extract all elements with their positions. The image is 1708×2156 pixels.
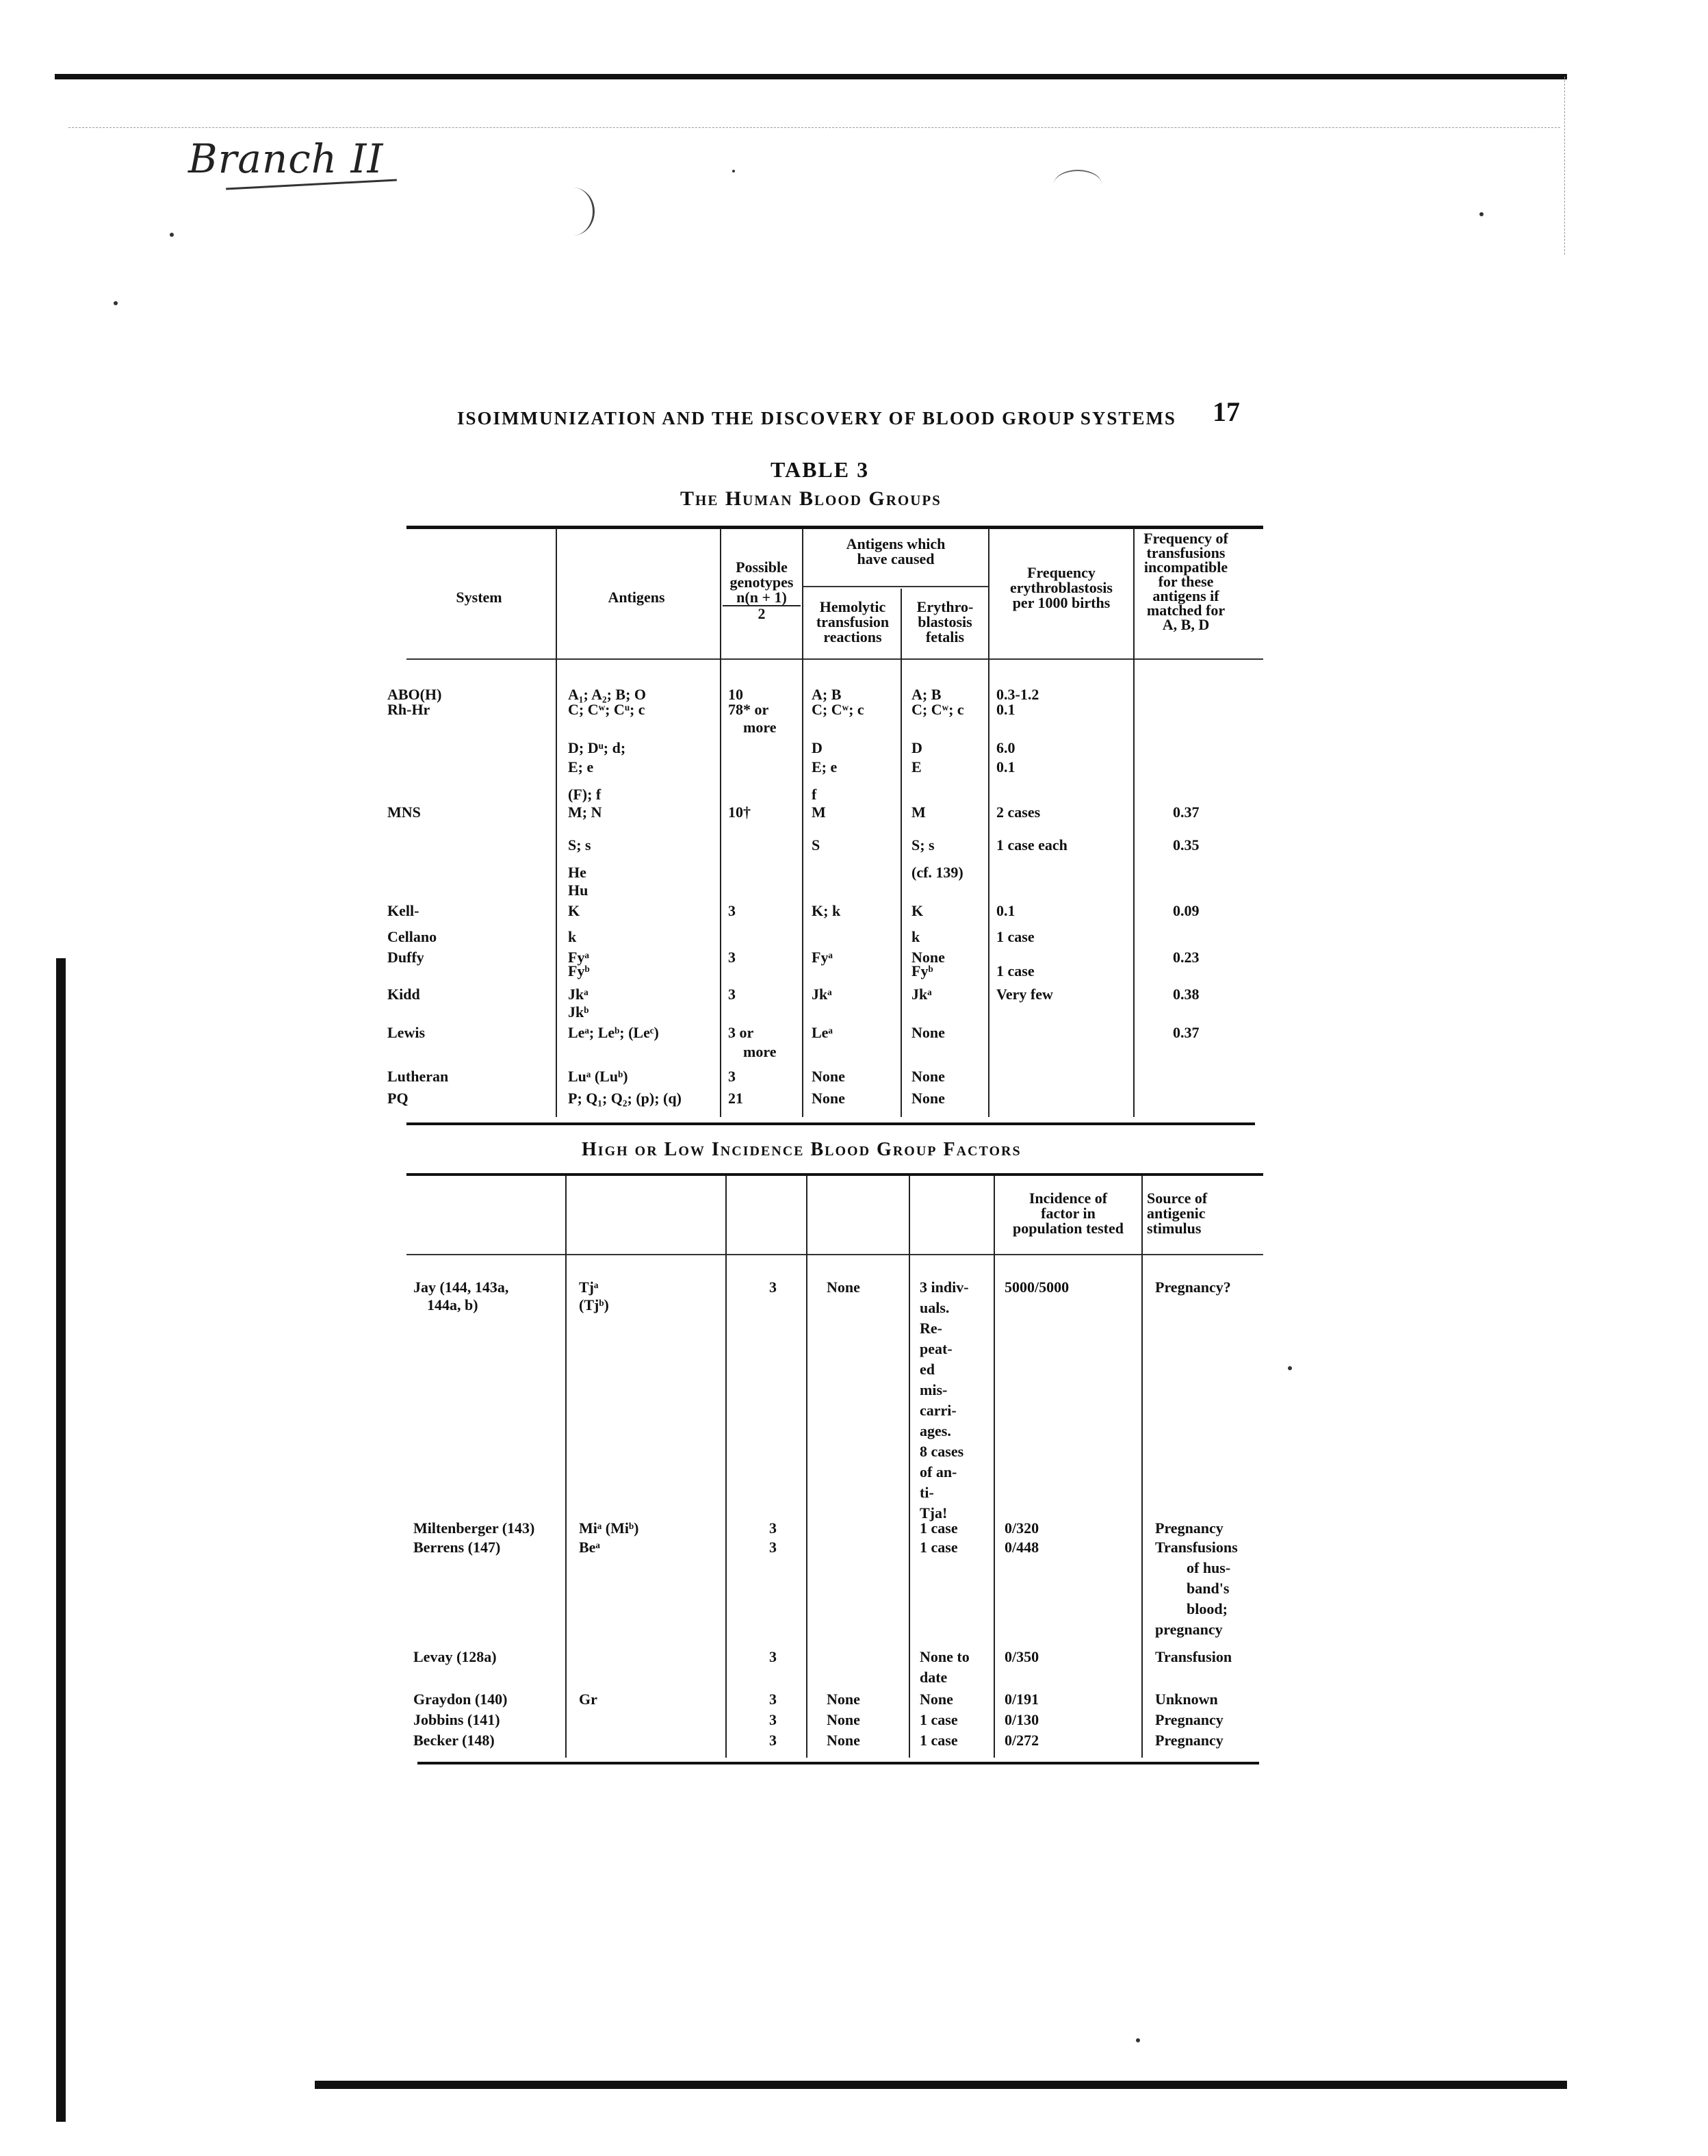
factor-genotypes: 3 [769, 1691, 777, 1708]
factor-system: Jobbins (141) [413, 1711, 500, 1728]
cell-genotypes: more [743, 1043, 777, 1060]
cell-antigens: Jkᵇ [568, 1003, 589, 1021]
cell-erythro: k [911, 928, 920, 945]
cell-erythro: None [911, 1068, 945, 1085]
cell-freq: 0.1 [996, 758, 1015, 775]
factor-incidence: 0/130 [1005, 1711, 1039, 1728]
cell-erythro: D [911, 739, 922, 756]
factor-system: 144a, b) [427, 1296, 478, 1313]
factor-hemolytic: None [827, 1732, 860, 1749]
cell-trans: 0.23 [1173, 949, 1200, 966]
header-frequency: Frequency erythroblastosis per 1000 births [1010, 564, 1113, 611]
header-source: Source of antigenic stimulus [1147, 1190, 1208, 1237]
cell-antigens: D; Dᵘ; d; [568, 739, 626, 756]
factor-erythro: ages. [920, 1422, 951, 1439]
cell-hemolytic: A; B [812, 686, 842, 703]
factor-erythro: date [920, 1669, 948, 1686]
speck [732, 170, 735, 172]
cell-system: Rh-Hr [387, 701, 430, 718]
running-head: ISOIMMUNIZATION AND THE DISCOVERY OF BLOOD GROUP SYSTEMS [457, 408, 1176, 428]
header-caused: Antigens which have caused [846, 535, 946, 567]
factor-genotypes: 3 [769, 1279, 777, 1296]
cell-system: Kell- [387, 902, 419, 919]
header-hemolytic: Hemolytic transfusion reactions [816, 598, 890, 645]
cell-antigens: Hu [568, 882, 588, 899]
cell-antigens: E; e [568, 758, 594, 775]
factor-genotypes: 3 [769, 1732, 777, 1749]
sub-table-bottom-rule [417, 1762, 1259, 1764]
factor-incidence: 5000/5000 [1005, 1279, 1070, 1296]
cell-trans: 0.09 [1173, 902, 1200, 919]
factor-erythro: None [920, 1691, 953, 1708]
table-label: TABLE 3 [771, 457, 870, 482]
cell-freq: 0.3-1.2 [996, 686, 1039, 703]
table-bottom-rule [406, 1122, 1255, 1125]
cell-antigens: Fyᵇ [568, 962, 590, 979]
cell-freq: 6.0 [996, 739, 1015, 756]
cell-antigens: He [568, 864, 586, 881]
factor-source: Unknown [1155, 1691, 1218, 1708]
cell-hemolytic: C; Cʷ; c [812, 701, 864, 718]
cell-freq: 0.1 [996, 701, 1015, 718]
factor-genotypes: 3 [769, 1648, 777, 1665]
cell-freq: 1 case [996, 928, 1035, 945]
factor-antigens: (Tjᵇ) [579, 1296, 609, 1313]
cell-erythro: K [911, 902, 924, 919]
cell-erythro: Fyᵇ [911, 962, 933, 979]
sub-table-header-rule [406, 1254, 1263, 1255]
factor-source: Pregnancy? [1155, 1279, 1231, 1296]
factor-genotypes: 3 [769, 1519, 777, 1537]
factor-source: pregnancy [1155, 1621, 1223, 1638]
col-divider-3 [802, 528, 803, 1117]
page-number: 17 [1213, 396, 1240, 427]
factor-incidence: 0/272 [1005, 1732, 1039, 1749]
cell-antigens: Leᵃ; Leᵇ; (Leᶜ) [568, 1024, 659, 1041]
factor-erythro: 1 case [920, 1519, 958, 1537]
caused-underline [802, 586, 988, 587]
factor-source: band's [1187, 1580, 1230, 1597]
factor-erythro: mis- [920, 1381, 948, 1398]
factor-system: Berrens (147) [413, 1539, 501, 1556]
cell-freq: 2 cases [996, 804, 1041, 821]
cell-trans: 0.35 [1173, 836, 1200, 854]
factor-erythro: ed [920, 1361, 935, 1378]
cell-genotypes: more [743, 719, 777, 736]
factor-antigens: Beᵃ [579, 1539, 600, 1556]
cell-antigens: (F); f [568, 786, 601, 803]
sub-col-divider-6 [1141, 1176, 1143, 1758]
scan-dash-line [68, 127, 1560, 128]
cell-system: Duffy [387, 949, 424, 966]
factor-incidence: 0/350 [1005, 1648, 1039, 1665]
factor-erythro: 1 case [920, 1539, 958, 1556]
factor-system: Graydon (140) [413, 1691, 508, 1708]
factor-antigens: Gr [579, 1691, 597, 1708]
cell-system: Lewis [387, 1024, 425, 1041]
cell-system: ABO(H) [387, 686, 442, 703]
factor-source: Transfusion [1155, 1648, 1232, 1665]
factor-source: of hus- [1187, 1559, 1231, 1576]
factor-source: blood; [1187, 1600, 1228, 1617]
speck [1479, 212, 1484, 216]
cell-genotypes: 10 [728, 686, 743, 703]
cell-freq: 0.1 [996, 902, 1015, 919]
factor-antigens: Tjᵃ [579, 1279, 599, 1296]
factor-system: Jay (144, 143a, [413, 1279, 509, 1296]
cell-freq: 1 case [996, 962, 1035, 979]
col-divider-5 [988, 528, 989, 1117]
sub-col-divider-5 [994, 1176, 995, 1758]
header-genotypes: Possible genotypes n(n + 1) 2 [723, 560, 801, 621]
table-title: The Human Blood Groups [680, 487, 942, 510]
cell-antigens: k [568, 928, 577, 945]
cell-erythro: None [911, 1090, 945, 1107]
cell-hemolytic: Leᵃ [812, 1024, 833, 1041]
cell-trans: 0.37 [1173, 1024, 1200, 1041]
margin-note: Branch II [188, 136, 384, 182]
cell-genotypes: 21 [728, 1090, 743, 1107]
cell-antigens: K [568, 902, 580, 919]
factor-erythro: of an- [920, 1463, 957, 1480]
cell-erythro: None [911, 949, 945, 966]
cell-hemolytic: None [812, 1090, 845, 1107]
col-divider-4 [901, 589, 902, 1117]
sub-col-divider-1 [565, 1176, 567, 1758]
factor-source: Pregnancy [1155, 1519, 1224, 1537]
sub-table-top-rule [406, 1173, 1263, 1176]
factor-hemolytic: None [827, 1279, 860, 1296]
factor-genotypes: 3 [769, 1539, 777, 1556]
cell-genotypes: 3 or [728, 1024, 754, 1041]
cell-genotypes: 3 [728, 902, 736, 919]
factor-erythro: ti- [920, 1484, 934, 1501]
factor-erythro: 8 cases [920, 1443, 964, 1460]
factor-erythro: Re- [920, 1320, 942, 1337]
factor-erythro: None to [920, 1648, 970, 1665]
cell-system: Kidd [387, 986, 420, 1003]
factor-erythro: 3 indiv- [920, 1279, 969, 1296]
factor-antigens: Miᵃ (Miᵇ) [579, 1519, 639, 1537]
cell-trans: 0.37 [1173, 804, 1200, 821]
factor-hemolytic: None [827, 1711, 860, 1728]
factor-erythro: 1 case [920, 1711, 958, 1728]
factor-source: Pregnancy [1155, 1732, 1224, 1749]
cell-hemolytic: None [812, 1068, 845, 1085]
cell-erythro: A; B [911, 686, 942, 703]
header-system: System [456, 589, 502, 606]
header-erythro: Erythro- blastosis fetalis [916, 598, 974, 645]
cell-antigens: Luᵃ (Luᵇ) [568, 1068, 628, 1085]
factor-system: Levay (128a) [413, 1648, 497, 1665]
col-divider-1 [556, 528, 557, 1117]
cell-hemolytic: S [812, 836, 820, 854]
cell-antigens: M; N [568, 804, 602, 821]
factor-erythro: carri- [920, 1402, 957, 1419]
cell-erythro: E [911, 758, 922, 775]
cell-hemolytic: K; k [812, 902, 841, 919]
scan-arc [552, 188, 595, 235]
cell-antigens: Jkᵃ [568, 986, 588, 1003]
speck [170, 233, 174, 237]
cell-antigens: Fyᵃ [568, 949, 589, 966]
factor-incidence: 0/191 [1005, 1691, 1039, 1708]
factor-incidence: 0/320 [1005, 1519, 1039, 1537]
cell-antigens: P; Q₁; Q₂; (p); (q) [568, 1090, 682, 1107]
cell-system: Lutheran [387, 1068, 449, 1085]
cell-trans: 0.38 [1173, 986, 1200, 1003]
scan-left-edge [56, 958, 66, 2122]
cell-genotypes: 3 [728, 949, 736, 966]
factor-system: Becker (148) [413, 1732, 495, 1749]
cell-hemolytic: E; e [812, 758, 838, 775]
factor-genotypes: 3 [769, 1711, 777, 1728]
cell-hemolytic: Jkᵃ [812, 986, 832, 1003]
col-divider-2 [720, 528, 721, 1117]
cell-genotypes: 3 [728, 1068, 736, 1085]
cell-genotypes: 10† [728, 804, 751, 821]
factor-source: Pregnancy [1155, 1711, 1224, 1728]
cell-system: PQ [387, 1090, 409, 1107]
cell-erythro: None [911, 1024, 945, 1041]
sub-table-title: High or Low Incidence Blood Group Factors [582, 1139, 1022, 1160]
cell-antigens: S; s [568, 836, 591, 854]
scan-right-edge [1564, 77, 1565, 255]
cell-erythro: S; s [911, 836, 935, 854]
cell-genotypes: 3 [728, 986, 736, 1003]
factor-hemolytic: None [827, 1691, 860, 1708]
cell-antigens: A₁; A₂; B; O [568, 686, 647, 703]
factor-erythro: Tja! [920, 1504, 948, 1522]
header-transfusions: Frequency of transfusions incompatible for these antigens if matched for A, B, D [1143, 530, 1228, 633]
table-header-rule [406, 658, 1263, 660]
sub-col-divider-2 [725, 1176, 727, 1758]
speck [1288, 1366, 1292, 1370]
cell-erythro: Jkᵃ [911, 986, 932, 1003]
scan-bottom-edge [315, 2081, 1567, 2089]
cell-hemolytic: Fyᵃ [812, 949, 833, 966]
sub-col-divider-4 [909, 1176, 910, 1758]
sub-col-divider-3 [806, 1176, 807, 1758]
cell-hemolytic: D [812, 739, 823, 756]
cell-genotypes: 78* or [728, 701, 769, 718]
cell-antigens: C; Cʷ; Cᵘ; c [568, 701, 645, 718]
scan-arc [1054, 170, 1102, 198]
header-incidence: Incidence of factor in population tested [1013, 1190, 1124, 1237]
factor-erythro: peat- [920, 1340, 953, 1357]
cell-hemolytic: M [812, 804, 826, 821]
cell-erythro: C; Cʷ; c [911, 701, 964, 718]
factor-source: Transfusions [1155, 1539, 1238, 1556]
cell-freq: 1 case each [996, 836, 1068, 854]
factor-erythro: uals. [920, 1299, 950, 1316]
speck [114, 301, 118, 305]
factor-incidence: 0/448 [1005, 1539, 1039, 1556]
speck [1136, 2038, 1140, 2042]
scan-top-edge [55, 74, 1567, 79]
cell-erythro: (cf. 139) [911, 864, 963, 881]
factor-erythro: 1 case [920, 1732, 958, 1749]
cell-system: MNS [387, 804, 421, 821]
cell-freq: Very few [996, 986, 1053, 1003]
cell-system: Cellano [387, 928, 437, 945]
header-antigens: Antigens [608, 589, 665, 606]
cell-hemolytic: f [812, 786, 817, 803]
cell-erythro: M [911, 804, 926, 821]
factor-system: Miltenberger (143) [413, 1519, 535, 1537]
table-top-rule [406, 526, 1263, 529]
